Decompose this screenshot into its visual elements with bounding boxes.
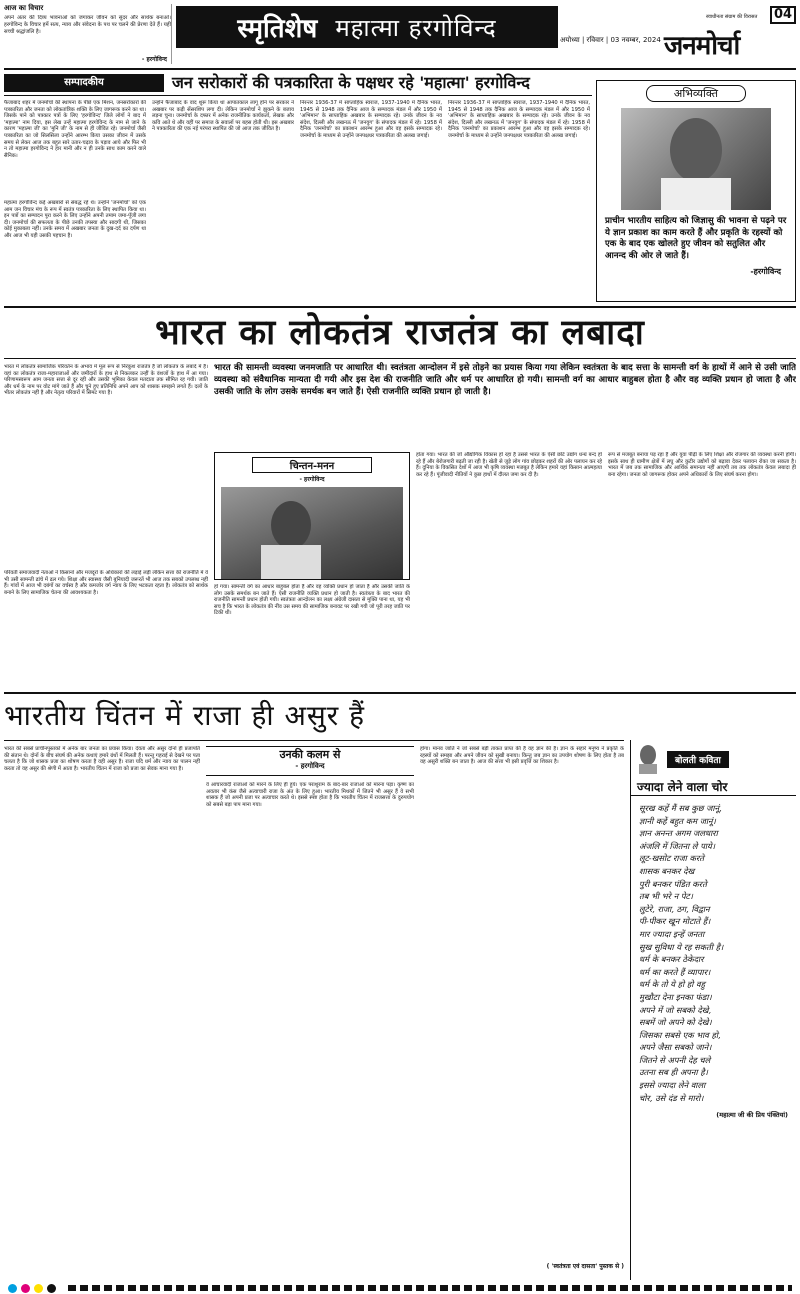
second-col-2: वे आचारवादी राजाओं को मारने के लिए ही हुये। एक पराशुराम के बाद-बार राजाओं को मारना पड़ा। कृष्ण का अवतार भी कंस जैसे अत्याचारी राजा के अंत के लिए हुआ। भारतीय मिथकों में जितने भी असुर हैं वे सभी शासक हैं जो अपनी प्रजा पर अत्याचार करते थे। इससे स्पष्ट होता है कि भारतीय चिंतन में राजसत्ता के दुरुपयोग को सबसे बड़ा पाप माना गया। (206, 782, 414, 808)
poem-line: उतना सब ही अपना है। (639, 1067, 708, 1078)
poem-line: अपने जैसा सबको जाने। (639, 1042, 712, 1053)
kalam-box (206, 746, 414, 776)
chintan-box (214, 452, 410, 580)
poem-line: सूरख कहें मैं सब कुछ जानूं, (639, 803, 722, 813)
portrait-silhouette (621, 108, 771, 210)
poem-line: धर्म का करते हैं व्यापार। (639, 966, 711, 977)
poem-line: ज्ञानी कहें बहुत कम जानूं। (639, 815, 716, 826)
abhivyakti-label: अभिव्यक्ति (646, 85, 746, 102)
chintan-figure (221, 487, 403, 579)
kalam-label: उनकी कलम से (279, 748, 341, 761)
second-col-3: होंगा। मानव जाति ने जो सबसे बड़ी ताकत प्राप्त की है वह ज्ञान की है। ज्ञान के सहारे मनुष्य ने प्रकृति के रहस्यों को समझा और अपने जीवन को सुखी बनाया। किन्तु जब ज्ञान का उपयोग शोषण के लिए होता है तब वह असुरी शक्ति बन जाता है। आज की सत्ता भी इसी प्रवृत्ति का शिकार है। (420, 746, 624, 766)
poem-line: सुख सुविधा ये रह सकती है। (639, 941, 724, 952)
tagline: स्वाधीनता संग्राम की विरासत (706, 14, 758, 20)
editorial-label (4, 74, 164, 92)
reg-mark-k (47, 1284, 56, 1293)
editorial-headline: जन सरोकारों की पत्रकारिता के पक्षधर रहे 'महात्मा' हरगोविन्द (172, 73, 530, 92)
page-number: 04 (770, 6, 796, 24)
editorial-col-4: निरन्तर 1936-37 में साप्ताहिक स्वराज, 1937-1940 में दैनिक भारत, 1945 से 1948 तक दैनिक आज के सम्पादक मंडल में और 1950 में 'अभिमान' के साप्ताहिक अखबार के सम्पादक रहे। उनके जीवन के नव संदेश, दिल्ली और लखनऊ में 'जनयुग' के संपादक मंडल में रहे। 1958 में दैनिक 'जनमोर्चा' का प्रकाशन आरम्भ हुआ और वह इसके सम्पादक रहे। जनमोर्चा के माध्यम से उन्होंने जनपक्षधर पत्रकारिता की अलख जगाई। (300, 100, 442, 139)
editorial-label-text: सम्पादकीय (64, 77, 104, 88)
kavita-header (631, 740, 796, 778)
poem-line: धर्म के तो ये हो हो वहु (639, 979, 706, 990)
lead-headline: भारत का लोकतंत्र राजतंत्र का लबादा (155, 312, 645, 353)
abhivyakti-author: -हरगोविन्द (750, 267, 781, 276)
poem-line: मुखौटा देना इनका फंडा। (639, 991, 712, 1002)
poem-line: ज्ञान अनन्त अगम जलधारा (639, 828, 718, 839)
poem-line: पुरी बनकर पंडित करते (639, 878, 707, 889)
poem-line: इससे ज्यादा लेने वाला (639, 1080, 706, 1091)
lead-col-3: होता गया। भारत की जो औद्योगिक विकास हो रहा है उससे भारत के ऐसी छोटे उद्योग धन्धे बन्द हो रहे हैं और बेरोजगारी बढ़ती जा रही है। खेती से जुड़े लोग गांव छोड़कर शहरों की ओर पलायन कर रहे हैं। दुनिया के विकसित देशों में आज भी कृषि व्यवस्था मजबूत है लेकिन हमारे यहां किसान आत्महत्या कर रहे हैं। पूंजीवादी नीतियों ने कुछ हाथों में दौलत जमा कर दी है। (416, 452, 602, 478)
portrait-photo (621, 108, 771, 210)
poem-line: चोर, उसे दंड से मारो। (639, 1092, 704, 1103)
poem-line: धर्म के बनकर ठेकेदार (639, 954, 704, 965)
lead-col-2: हो गया। सामन्ती वर्ग का आधार बाहुबल होता है और वह व्यक्ति प्रधान हो जाता है और उसकी जाति के लोग उसके समर्थक बन जाते हैं। ऐसी राजनीति व्यक्ति प्रधान हो जाती है। स्वतंत्रता के बाद भारत की राजनीति सामन्ती प्रधान होती गयी। स्वतंत्रता आन्दोलन का लक्ष्य अंग्रेजी दासता से मुक्ति पाना था, यह भी सच है कि भारत के लोकतंत्र की नींव उस समय की सामाजिक बनावट पर रखी गयी जो पूरी तरह जाति पर टिकी थी। (214, 584, 410, 617)
thought-box (4, 4, 172, 64)
editorial-col-2: महात्मा हरगोविन्द कई अखबारों से संबद्ध रहे थे। उन्होंने 'जनमोर्चा' को एक आम जन विचार मंच के रूप में स्वतंत्र पत्रकारिता के लिए स्थापित किया था। इन पत्रों का सम्पादन पूरा करने के लिए उन्होंने अपनी तमाम जमा-पूँजी लगा दी। जनमोर्चा की सफलता के पीछे उनकी तपस्या और सादगी थी, जिसका कोई मुकाबला नहीं। उनके समय में अखबार जनता के दुख-दर्द का दर्पण था और आज भी यही उसकी पहचान है। (4, 200, 146, 239)
poem-line: अंजलि में जितना ले पाये। (639, 840, 716, 851)
lead-col-1b: परिवर्ती समाजवादी नेताओं ने किसानों और मजदूरों के अधिकारों की लड़ाई लड़ी लेकिन सत्ता की राजनीति में वे भी उसी सामन्ती ढांचे में ढल गये। शिक्षा और स्वास्थ्य जैसी बुनियादी जरूरतें भी आज तक सबको उपलब्ध नहीं हैं। गांवों में आज भी दबंगों का वर्चस्व है और कमजोर वर्ग न्याय के लिए भटकता रहता है। लोकतंत्र को सार्थक बनाने के लिए सामाजिक चेतना की आवश्यकता है। (4, 570, 208, 596)
abhivyakti-quote: प्राचीन भारतीय साहित्य को जिज्ञासु की भावना से पढ़ने पर ये ज्ञान प्रकाश का काम करते हैं और प्रकृति के रहस्यों को एक के बाद एक खोलते हुए जीवन को सतुलित और आनन्द की ओर ले जाते हैं। (605, 216, 787, 261)
poem-line: लुटेरे, राजा, ठग, विद्वान (639, 903, 710, 914)
chintan-author: - हरगोविन्द (299, 476, 325, 483)
poem-line: मार ज्यादा इन्हें जनता (639, 928, 705, 939)
dateline: अयोध्या | रविवार | 03 नवम्बर, 2024 (560, 36, 661, 44)
poem-line: पी-पीकर खून मोटाते हैं। (639, 916, 711, 927)
editorial-col-3: उन्होंने फैजाबाद के वाद शुरू किया था आपातकाल लागू होने पर सरकार ने अखबार पर कड़ी सेंसरशिप लगा दी। लेकिन जनमोर्चा ने झुकने के बजाय लड़ना चुना। जनमोर्चा के दफ्तर में अनेक राजनीतिक कार्यकर्ता, लेखक और कवि आते थे और यहीं पर समाज के सवालों पर बहस होती थी। इस अखबार ने पत्रकारिता की एक नई परंपरा स्थापित की जो आज तक जीवित है। (152, 100, 294, 133)
poem-line: लूट-खसोट राजा करते (639, 853, 704, 864)
reg-mark-c (8, 1284, 17, 1293)
poem-line: अपने में जो सबको देखे, (639, 1004, 712, 1015)
editorial-col-5: निरन्तर 1936-37 में साप्ताहिक स्वराज, 1937-1940 में दैनिक भारत, 1945 से 1948 तक दैनिक आज के सम्पादक मंडल में और 1950 में 'अभिमान' के साप्ताहिक अखबार के सम्पादक रहे। उनके जीवन के नव संदेश, दिल्ली और लखनऊ में 'जनयुग' के संपादक मंडल में रहे। 1958 में दैनिक 'जनमोर्चा' का प्रकाशन आरम्भ हुआ और वह इसके सम्पादक रहे। जनमोर्चा के माध्यम से उन्होंने जनपक्षधर पत्रकारिता की अलख जगाई। (448, 100, 590, 139)
poem-line: शासक बनकर देख (639, 865, 695, 876)
title-right: महात्मा हरगोविन्द (335, 13, 497, 42)
poem-line: जिसका सबसे एक भाव हो, (639, 1029, 721, 1040)
kavita-lines (631, 802, 796, 1104)
reg-mark-y (34, 1284, 43, 1293)
lead-col-1: भारत में लोकतंत्र सामाजिक परिवर्तन के अभाव में मूल रूप से निरंकुश राजतंत्र है जो लोकतंत्र के लबादे में है। यहां का लोकतंत्र राजा-महाराजाओं और जमींदारों के हाथ से निकलकर उन्हीं के वंशजों के हाथ में आ गया। परिणामस्वरूप आम जनता सत्ता से दूर रही और उसकी भूमिका केवल मतदाता तक सीमित रह गयी। जाति और धर्म के नाम पर वोट मांगे जाते हैं और चुने हुए प्रतिनिधि अपने आप को शासक समझने लगते हैं। दलों के भीतर लोकतंत्र नहीं है और नेतृत्व परिवारों में सिमट गया है। (4, 364, 208, 397)
kalam-author: - हरगोविन्द (295, 762, 325, 770)
reg-mark-m (21, 1284, 30, 1293)
kavita-label: बोलती कविता (667, 751, 729, 768)
second-headline: भारतीय चिंतन में राजा ही असुर हैं (4, 699, 366, 732)
poem-line: तब भी भरे न पेट। (639, 891, 693, 902)
thought-label: आज का विचार (4, 4, 44, 12)
masthead (0, 0, 800, 68)
poem-line: जितने से अपनी देह चले (639, 1054, 711, 1065)
brand-logo: जनमोर्चा (664, 31, 740, 61)
abhivyakti-box (596, 80, 796, 302)
kavita-title: ज्यादा लेने वाला चोर (631, 778, 796, 796)
title-banner (176, 6, 558, 48)
poem-line: सबमें जो अपने को देखे। (639, 1017, 712, 1028)
lead-col-4: रूप से मजबूत बनाया पड़ रहा है और युवा पीढ़ी के लिए शिक्षा और रोजगार की व्यवस्था करनी होगी। इसके साथ ही ग्रामीण क्षेत्रों में लघु और कुटीर उद्योगों को बढ़ावा देकर पलायन रोका जा सकता है। भारत में जब तक सामाजिक और आर्थिक समानता नहीं आएगी तब तक लोकतंत्र केवल लबादा ही बना रहेगा। जनता को जागरूक होकर अपने अधिकारों के लिए संघर्ष करना होगा। (608, 452, 796, 478)
kavita-footer: (महात्मा जी की प्रिय पंक्तियां) (716, 1111, 788, 1120)
reg-strip (68, 1285, 792, 1291)
title-left: स्मृतिशेष (237, 14, 318, 44)
second-col-1: भारत की सबसे प्राचीनपुस्तकों में अनेक बार जनता का प्रयास किया। देवता और असुर दोनों ही प्रजापति की संतान थे। दोनों के बीच संघर्ष की अनेक कथाएं हमारे ग्रंथों में मिलती हैं। परन्तु गहराई से देखने पर पता चलता है कि जो शासक प्रजा का शोषण करता है वही असुर है। राजा यदि धर्म और न्याय का पालन नहीं करता तो वह असुर की श्रेणी में आता है। भारतीय चिंतन में राजा को प्रजा का सेवक माना गया है। (4, 746, 200, 772)
lead-intro: भारत की सामन्ती व्यवस्था जनमजाति पर आधारित थी। स्वतंत्रता आन्दोलन में इसे तोड़ने का प्रयास किया गया लेकिन स्वतंत्रता के बाद सत्ता के सामन्ती वर्ग के हाथों में आने से उसी जाति व्यवस्था को संवैधानिक मान्यता दी गयी और इस देश की राजनीति जाति और धर्म पर आधारित हो गयी। सामन्ती वर्ग का आधार बाहुबल होता है और वह व्यक्ति प्रधान हो जाता है और उसकी जाति के लोग उसके समर्थक बन जाते हैं। ऐसी राजनीति व्यक्ति प्रधान हो जाती है। (214, 363, 796, 397)
chintan-photo (221, 487, 403, 579)
registration-bar (0, 1282, 800, 1294)
chintan-title: चिन्तन-मनन (252, 457, 372, 473)
second-footer: ( 'स्वतंत्रता एवं दासता' पुस्तक से ) (546, 1263, 624, 1270)
thought-author: - हरगोविन्द (141, 56, 167, 63)
kavita-box (630, 740, 796, 1280)
thought-quote: अपने अंतर की दिव्य भावनाओं को जगाकर जीवन को सुंदर और सार्थक बनाओ। हरगोविन्द के विचार हमें सत्य, न्याय और संवेदना के पथ पर चलने की प्रेरणा देते हैं। यही सच्ची श्रद्धांजलि है। (4, 15, 171, 35)
editorial-col-1: फैजाबाद शहर में जनमोर्चा की स्थापना के पीछे एक मिशन, जनसरोकारों की पत्रकारिता और जनता को लोकतांत्रिक शक्ति के लिए जागरूक करने का था। जिसके पाने को पत्रकार पत्रों के लिए 'हरगोविन्द' जिले लोगों ने बाद में 'महात्मा' नाम दिया, इस लेख उन्हें महात्मा हरगोविन्द के नाम से जाने के कारण 'महात्मा जी' का 'मुनि जी' के नाम से ही जीवित रहे। जनमोर्चा जैसी पत्रकारिता का जो सिलसिला उन्होंने आरम्भ किया उसका जीवन में उसके समय से लेकर आज तक बहुत सारे उतार-चढ़ाव के पड़ाव आये और फिर भी न तो महात्मा हरगोविन्द ने हार मानी और न ही उनके साथ काम करने वाले सैनिक। (4, 100, 146, 159)
poet-portrait-icon (635, 744, 661, 774)
